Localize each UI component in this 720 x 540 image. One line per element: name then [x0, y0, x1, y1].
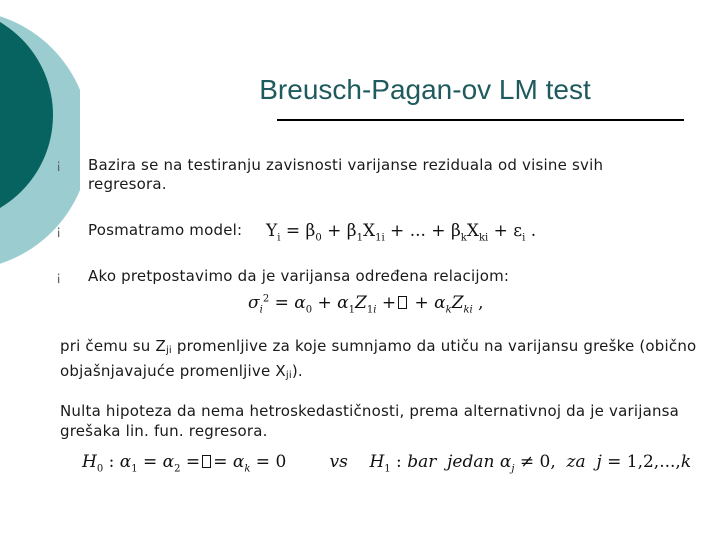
title-underline	[277, 119, 684, 121]
slide-title: Breusch-Pagan-ov LM test	[259, 74, 591, 105]
bullet-marker: ¡	[56, 224, 62, 239]
para1-post: promenljive za koje sumnjamo da utiču na varijansu greške (obično objašnjavajuće promenljive X	[60, 337, 697, 380]
bullet-marker: ¡	[56, 158, 62, 173]
paragraph-hypothesis: Nulta hipoteza da nema hetroskedastičnosti, prema alternativnoj da je varijansa grešaka lin. fun. regresora.	[60, 402, 680, 440]
variance-equation: $\sigma_i^2 = \alpha_0 + \alpha_1Z_{1i}$ + + $\alpha_kZ_{ki}$ ,	[248, 293, 484, 316]
bullet-marker: ¡	[56, 270, 62, 285]
decorative-circles	[0, 0, 80, 300]
bullet-text-2: Posmatramo model:	[88, 221, 243, 239]
bullet-text-3: Ako pretpostavimo da je varijansa određena relacijom:	[88, 267, 510, 285]
para1-pre: pri čemu su Z	[60, 337, 166, 355]
hypothesis-equation: $H_0$ : $\alpha_1 = \alpha_2$ = = $\alpha_k = 0$ vs $H_1$ : bar jedan $\alpha_j \ne 0$, za j = 1,2,...,k	[82, 452, 692, 475]
paragraph-explanation	[60, 336, 700, 386]
para1-sub2: ji	[285, 370, 292, 381]
bullet-text-1: Bazira se na testiranju zavisnosti varijanse reziduala od visine svih regresora.	[88, 156, 604, 193]
model-equation: $Y_i = \beta_0 + \beta_1X_{1i}$ + ... + $\beta_kX_{ki} + \varepsilon_i$ .	[266, 221, 537, 244]
para1-sub: ji	[165, 345, 172, 356]
para1-end: ).	[291, 362, 303, 380]
